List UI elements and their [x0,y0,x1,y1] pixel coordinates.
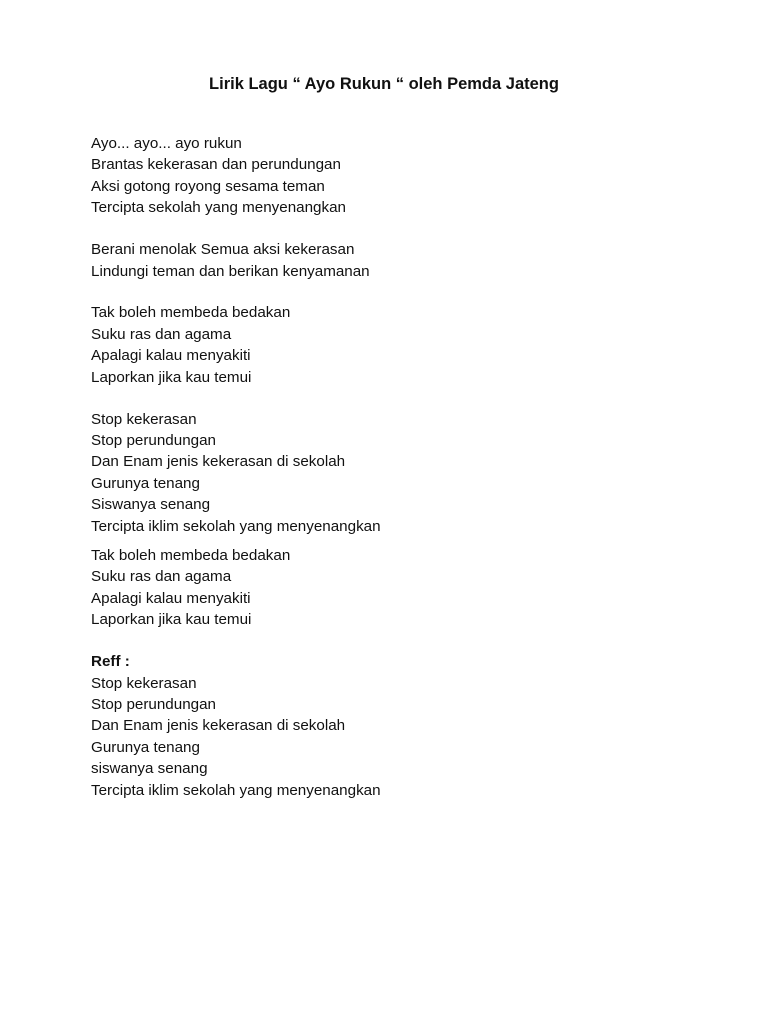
lyric-line: Siswanya senang [91,496,211,514]
lyric-line: Gurunya tenang [91,738,200,756]
lyric-line: Apalagi kalau menyakiti [91,589,251,607]
lyrics-body [91,133,711,821]
stanza-heading: Reff : [91,653,130,671]
lyric-line: Tak boleh membeda bedakan [91,304,291,322]
lyric-stanza [91,651,711,801]
lyric-line: Ayo... ayo... ayo rukun [91,135,242,152]
lyric-line: Suku ras dan agama [91,325,232,343]
lyric-stanza [91,133,711,219]
lyric-line: Stop perundungan [91,695,216,713]
lyric-line: Aksi gotong royong sesama teman [91,177,325,195]
lyric-line: Suku ras dan agama [91,568,232,586]
lyric-line: Laporkan jika kau temui [91,611,252,629]
lyric-line: Laporkan jika kau temui [91,368,252,386]
lyric-stanza [91,239,711,282]
lyric-line: Stop perundungan [91,431,216,449]
lyric-line: Berani menolak Semua aksi kekerasan [91,241,355,259]
lyric-line: Dan Enam jenis kekerasan di sekolah [91,717,346,735]
lyric-line: Gurunya tenang [91,474,200,492]
lyric-line: siswanya senang [91,760,208,778]
page-title: Lirik Lagu “ Ayo Rukun “ oleh Pemda Jateng [209,75,559,93]
lyric-line: Stop kekerasan [91,410,197,428]
lyric-stanza [91,302,711,388]
lyric-line: Tercipta iklim sekolah yang menyenangkan [91,781,381,799]
lyric-stanza [91,545,711,631]
lyric-line: Lindungi teman dan berikan kenyamanan [91,262,370,280]
lyric-line: Dan Enam jenis kekerasan di sekolah [91,453,346,471]
lyric-stanza [91,409,711,537]
lyric-line: Tak boleh membeda bedakan [91,547,291,564]
lyric-line: Tercipta iklim sekolah yang menyenangkan [91,517,381,535]
lyric-line: Apalagi kalau menyakiti [91,347,251,365]
lyric-line: Brantas kekerasan dan perundungan [91,156,341,174]
lyric-line: Tercipta sekolah yang menyenangkan [91,199,346,217]
lyric-line: Stop kekerasan [91,674,197,692]
